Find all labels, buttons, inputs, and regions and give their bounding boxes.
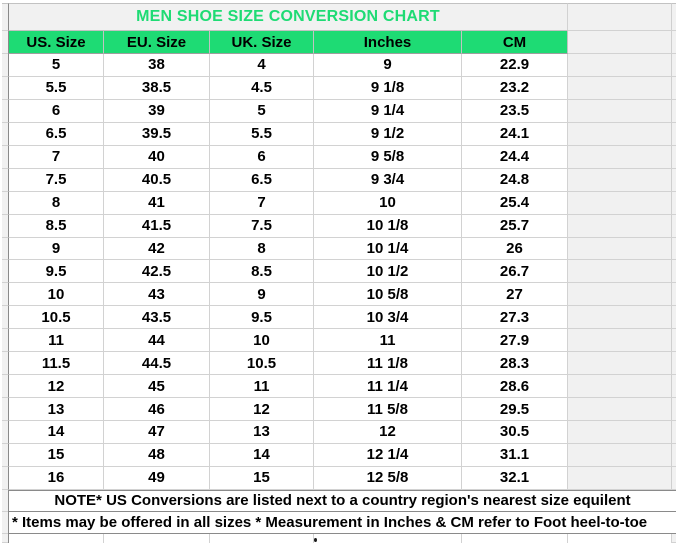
table-cell-cm: 29.5 bbox=[462, 398, 568, 421]
table-cell-eu: 42 bbox=[104, 238, 210, 261]
table-cell-uk: 10 bbox=[210, 329, 314, 352]
table-cell-inches: 10 5/8 bbox=[314, 283, 462, 306]
partial-cell bbox=[104, 534, 210, 543]
table-cell-cm: 32.1 bbox=[462, 467, 568, 490]
header-cell-us-size: US. Size bbox=[8, 31, 104, 54]
table-cell-uk: 6 bbox=[210, 146, 314, 169]
right-empty-cell bbox=[568, 260, 672, 283]
right-empty-cell bbox=[568, 3, 672, 31]
table-cell-uk: 9 bbox=[210, 283, 314, 306]
table-cell-eu: 42.5 bbox=[104, 260, 210, 283]
edge-strip bbox=[672, 329, 676, 352]
table-cell-uk: 14 bbox=[210, 444, 314, 467]
right-empty-cell bbox=[568, 146, 672, 169]
partial-cell bbox=[8, 534, 104, 543]
edge-strip bbox=[672, 54, 676, 77]
table-cell-inches: 12 5/8 bbox=[314, 467, 462, 490]
right-empty-cell bbox=[568, 444, 672, 467]
table-cell-uk: 12 bbox=[210, 398, 314, 421]
table-cell-inches: 10 bbox=[314, 192, 462, 215]
table-cell-eu: 39.5 bbox=[104, 123, 210, 146]
partial-cell bbox=[210, 534, 314, 543]
table-cell-uk: 11 bbox=[210, 375, 314, 398]
table-cell-inches: 9 1/2 bbox=[314, 123, 462, 146]
right-empty-cell bbox=[568, 77, 672, 100]
edge-strip bbox=[672, 283, 676, 306]
right-empty-cell bbox=[568, 238, 672, 261]
table-cell-inches: 11 1/4 bbox=[314, 375, 462, 398]
edge-strip bbox=[672, 421, 676, 444]
table-cell-us: 6 bbox=[8, 100, 104, 123]
table-cell-us: 8.5 bbox=[8, 215, 104, 238]
right-empty-cell bbox=[568, 306, 672, 329]
table-cell-inches: 9 5/8 bbox=[314, 146, 462, 169]
table-cell-cm: 25.7 bbox=[462, 215, 568, 238]
edge-strip bbox=[672, 123, 676, 146]
edge-strip bbox=[672, 398, 676, 421]
table-cell-inches: 10 1/2 bbox=[314, 260, 462, 283]
edge-strip bbox=[672, 192, 676, 215]
items-note-row: * Items may be offered in all sizes * Measurement in Inches & CM refer to Foot heel-to-toe bbox=[8, 512, 676, 534]
table-cell-cm: 30.5 bbox=[462, 421, 568, 444]
table-cell-inches: 10 1/8 bbox=[314, 215, 462, 238]
table-cell-us: 8 bbox=[8, 192, 104, 215]
right-empty-cell bbox=[568, 31, 672, 54]
edge-strip bbox=[672, 146, 676, 169]
edge-strip bbox=[672, 77, 676, 100]
table-cell-us: 16 bbox=[8, 467, 104, 490]
note-row: NOTE* US Conversions are listed next to a country region's nearest size equilent bbox=[8, 490, 676, 512]
table-cell-us: 10 bbox=[8, 283, 104, 306]
table-cell-eu: 43.5 bbox=[104, 306, 210, 329]
right-empty-cell bbox=[568, 169, 672, 192]
cutoff-text-mark bbox=[314, 538, 317, 542]
table-cell-us: 11 bbox=[8, 329, 104, 352]
table-cell-uk: 13 bbox=[210, 421, 314, 444]
table-cell-uk: 6.5 bbox=[210, 169, 314, 192]
table-cell-eu: 44.5 bbox=[104, 352, 210, 375]
table-cell-cm: 23.2 bbox=[462, 77, 568, 100]
table-cell-inches: 11 5/8 bbox=[314, 398, 462, 421]
table-cell-uk: 8.5 bbox=[210, 260, 314, 283]
table-cell-eu: 38.5 bbox=[104, 77, 210, 100]
partial-cell bbox=[462, 534, 568, 543]
edge-strip bbox=[672, 100, 676, 123]
table-cell-eu: 49 bbox=[104, 467, 210, 490]
spreadsheet-grid bbox=[2, 3, 676, 543]
table-cell-eu: 46 bbox=[104, 398, 210, 421]
right-empty-cell bbox=[568, 467, 672, 490]
table-cell-us: 12 bbox=[8, 375, 104, 398]
table-cell-us: 7.5 bbox=[8, 169, 104, 192]
table-cell-uk: 5.5 bbox=[210, 123, 314, 146]
table-cell-cm: 28.6 bbox=[462, 375, 568, 398]
right-empty-cell bbox=[568, 123, 672, 146]
table-cell-cm: 27.3 bbox=[462, 306, 568, 329]
table-cell-us: 9.5 bbox=[8, 260, 104, 283]
table-cell-inches: 11 1/8 bbox=[314, 352, 462, 375]
edge-strip bbox=[672, 260, 676, 283]
table-cell-cm: 26.7 bbox=[462, 260, 568, 283]
table-cell-us: 6.5 bbox=[8, 123, 104, 146]
table-cell-cm: 28.3 bbox=[462, 352, 568, 375]
header-cell-inches: Inches bbox=[314, 31, 462, 54]
table-cell-uk: 10.5 bbox=[210, 352, 314, 375]
table-cell-inches: 9 bbox=[314, 54, 462, 77]
edge-strip bbox=[672, 352, 676, 375]
table-cell-inches: 9 1/4 bbox=[314, 100, 462, 123]
table-cell-inches: 12 bbox=[314, 421, 462, 444]
table-cell-uk: 4.5 bbox=[210, 77, 314, 100]
table-cell-cm: 24.4 bbox=[462, 146, 568, 169]
table-cell-us: 13 bbox=[8, 398, 104, 421]
partial-cell bbox=[314, 534, 462, 543]
right-empty-cell bbox=[568, 215, 672, 238]
table-cell-cm: 25.4 bbox=[462, 192, 568, 215]
edge-strip bbox=[672, 467, 676, 490]
edge-strip bbox=[672, 31, 676, 54]
table-cell-us: 14 bbox=[8, 421, 104, 444]
table-cell-eu: 43 bbox=[104, 283, 210, 306]
table-cell-eu: 41 bbox=[104, 192, 210, 215]
table-cell-eu: 41.5 bbox=[104, 215, 210, 238]
table-cell-cm: 24.1 bbox=[462, 123, 568, 146]
table-cell-eu: 40 bbox=[104, 146, 210, 169]
table-cell-cm: 27.9 bbox=[462, 329, 568, 352]
table-cell-uk: 8 bbox=[210, 238, 314, 261]
table-cell-uk: 15 bbox=[210, 467, 314, 490]
edge-strip bbox=[672, 215, 676, 238]
table-cell-uk: 5 bbox=[210, 100, 314, 123]
edge-strip bbox=[672, 238, 676, 261]
table-cell-uk: 9.5 bbox=[210, 306, 314, 329]
edge-strip bbox=[672, 3, 676, 31]
table-cell-us: 7 bbox=[8, 146, 104, 169]
table-cell-cm: 27 bbox=[462, 283, 568, 306]
edge-strip bbox=[672, 306, 676, 329]
table-cell-inches: 10 1/4 bbox=[314, 238, 462, 261]
table-cell-us: 9 bbox=[8, 238, 104, 261]
right-empty-cell bbox=[568, 54, 672, 77]
table-cell-uk: 7.5 bbox=[210, 215, 314, 238]
right-empty-cell bbox=[568, 375, 672, 398]
edge-strip bbox=[672, 444, 676, 467]
right-empty-cell bbox=[568, 100, 672, 123]
table-cell-eu: 48 bbox=[104, 444, 210, 467]
right-empty-cell bbox=[568, 192, 672, 215]
right-empty-cell bbox=[568, 352, 672, 375]
table-cell-eu: 45 bbox=[104, 375, 210, 398]
table-cell-us: 5 bbox=[8, 54, 104, 77]
table-cell-eu: 40.5 bbox=[104, 169, 210, 192]
right-empty-cell bbox=[568, 283, 672, 306]
right-empty-cell bbox=[568, 421, 672, 444]
table-cell-cm: 22.9 bbox=[462, 54, 568, 77]
partial-cell bbox=[568, 534, 672, 543]
table-cell-cm: 24.8 bbox=[462, 169, 568, 192]
header-cell-cm: CM bbox=[462, 31, 568, 54]
table-cell-cm: 26 bbox=[462, 238, 568, 261]
table-cell-us: 15 bbox=[8, 444, 104, 467]
right-empty-cell bbox=[568, 329, 672, 352]
table-cell-us: 5.5 bbox=[8, 77, 104, 100]
table-cell-eu: 38 bbox=[104, 54, 210, 77]
chart-title: MEN SHOE SIZE CONVERSION CHART bbox=[8, 3, 568, 31]
edge-strip bbox=[672, 375, 676, 398]
table-cell-inches: 11 bbox=[314, 329, 462, 352]
edge-strip bbox=[672, 169, 676, 192]
table-cell-inches: 9 1/8 bbox=[314, 77, 462, 100]
table-cell-inches: 9 3/4 bbox=[314, 169, 462, 192]
table-cell-us: 10.5 bbox=[8, 306, 104, 329]
table-cell-us: 11.5 bbox=[8, 352, 104, 375]
table-cell-inches: 12 1/4 bbox=[314, 444, 462, 467]
table-cell-cm: 31.1 bbox=[462, 444, 568, 467]
table-cell-eu: 47 bbox=[104, 421, 210, 444]
table-cell-uk: 7 bbox=[210, 192, 314, 215]
edge-strip bbox=[672, 534, 676, 543]
table-cell-cm: 23.5 bbox=[462, 100, 568, 123]
table-cell-inches: 10 3/4 bbox=[314, 306, 462, 329]
header-cell-uk-size: UK. Size bbox=[210, 31, 314, 54]
table-cell-eu: 39 bbox=[104, 100, 210, 123]
header-cell-eu-size: EU. Size bbox=[104, 31, 210, 54]
table-cell-uk: 4 bbox=[210, 54, 314, 77]
right-empty-cell bbox=[568, 398, 672, 421]
table-cell-eu: 44 bbox=[104, 329, 210, 352]
